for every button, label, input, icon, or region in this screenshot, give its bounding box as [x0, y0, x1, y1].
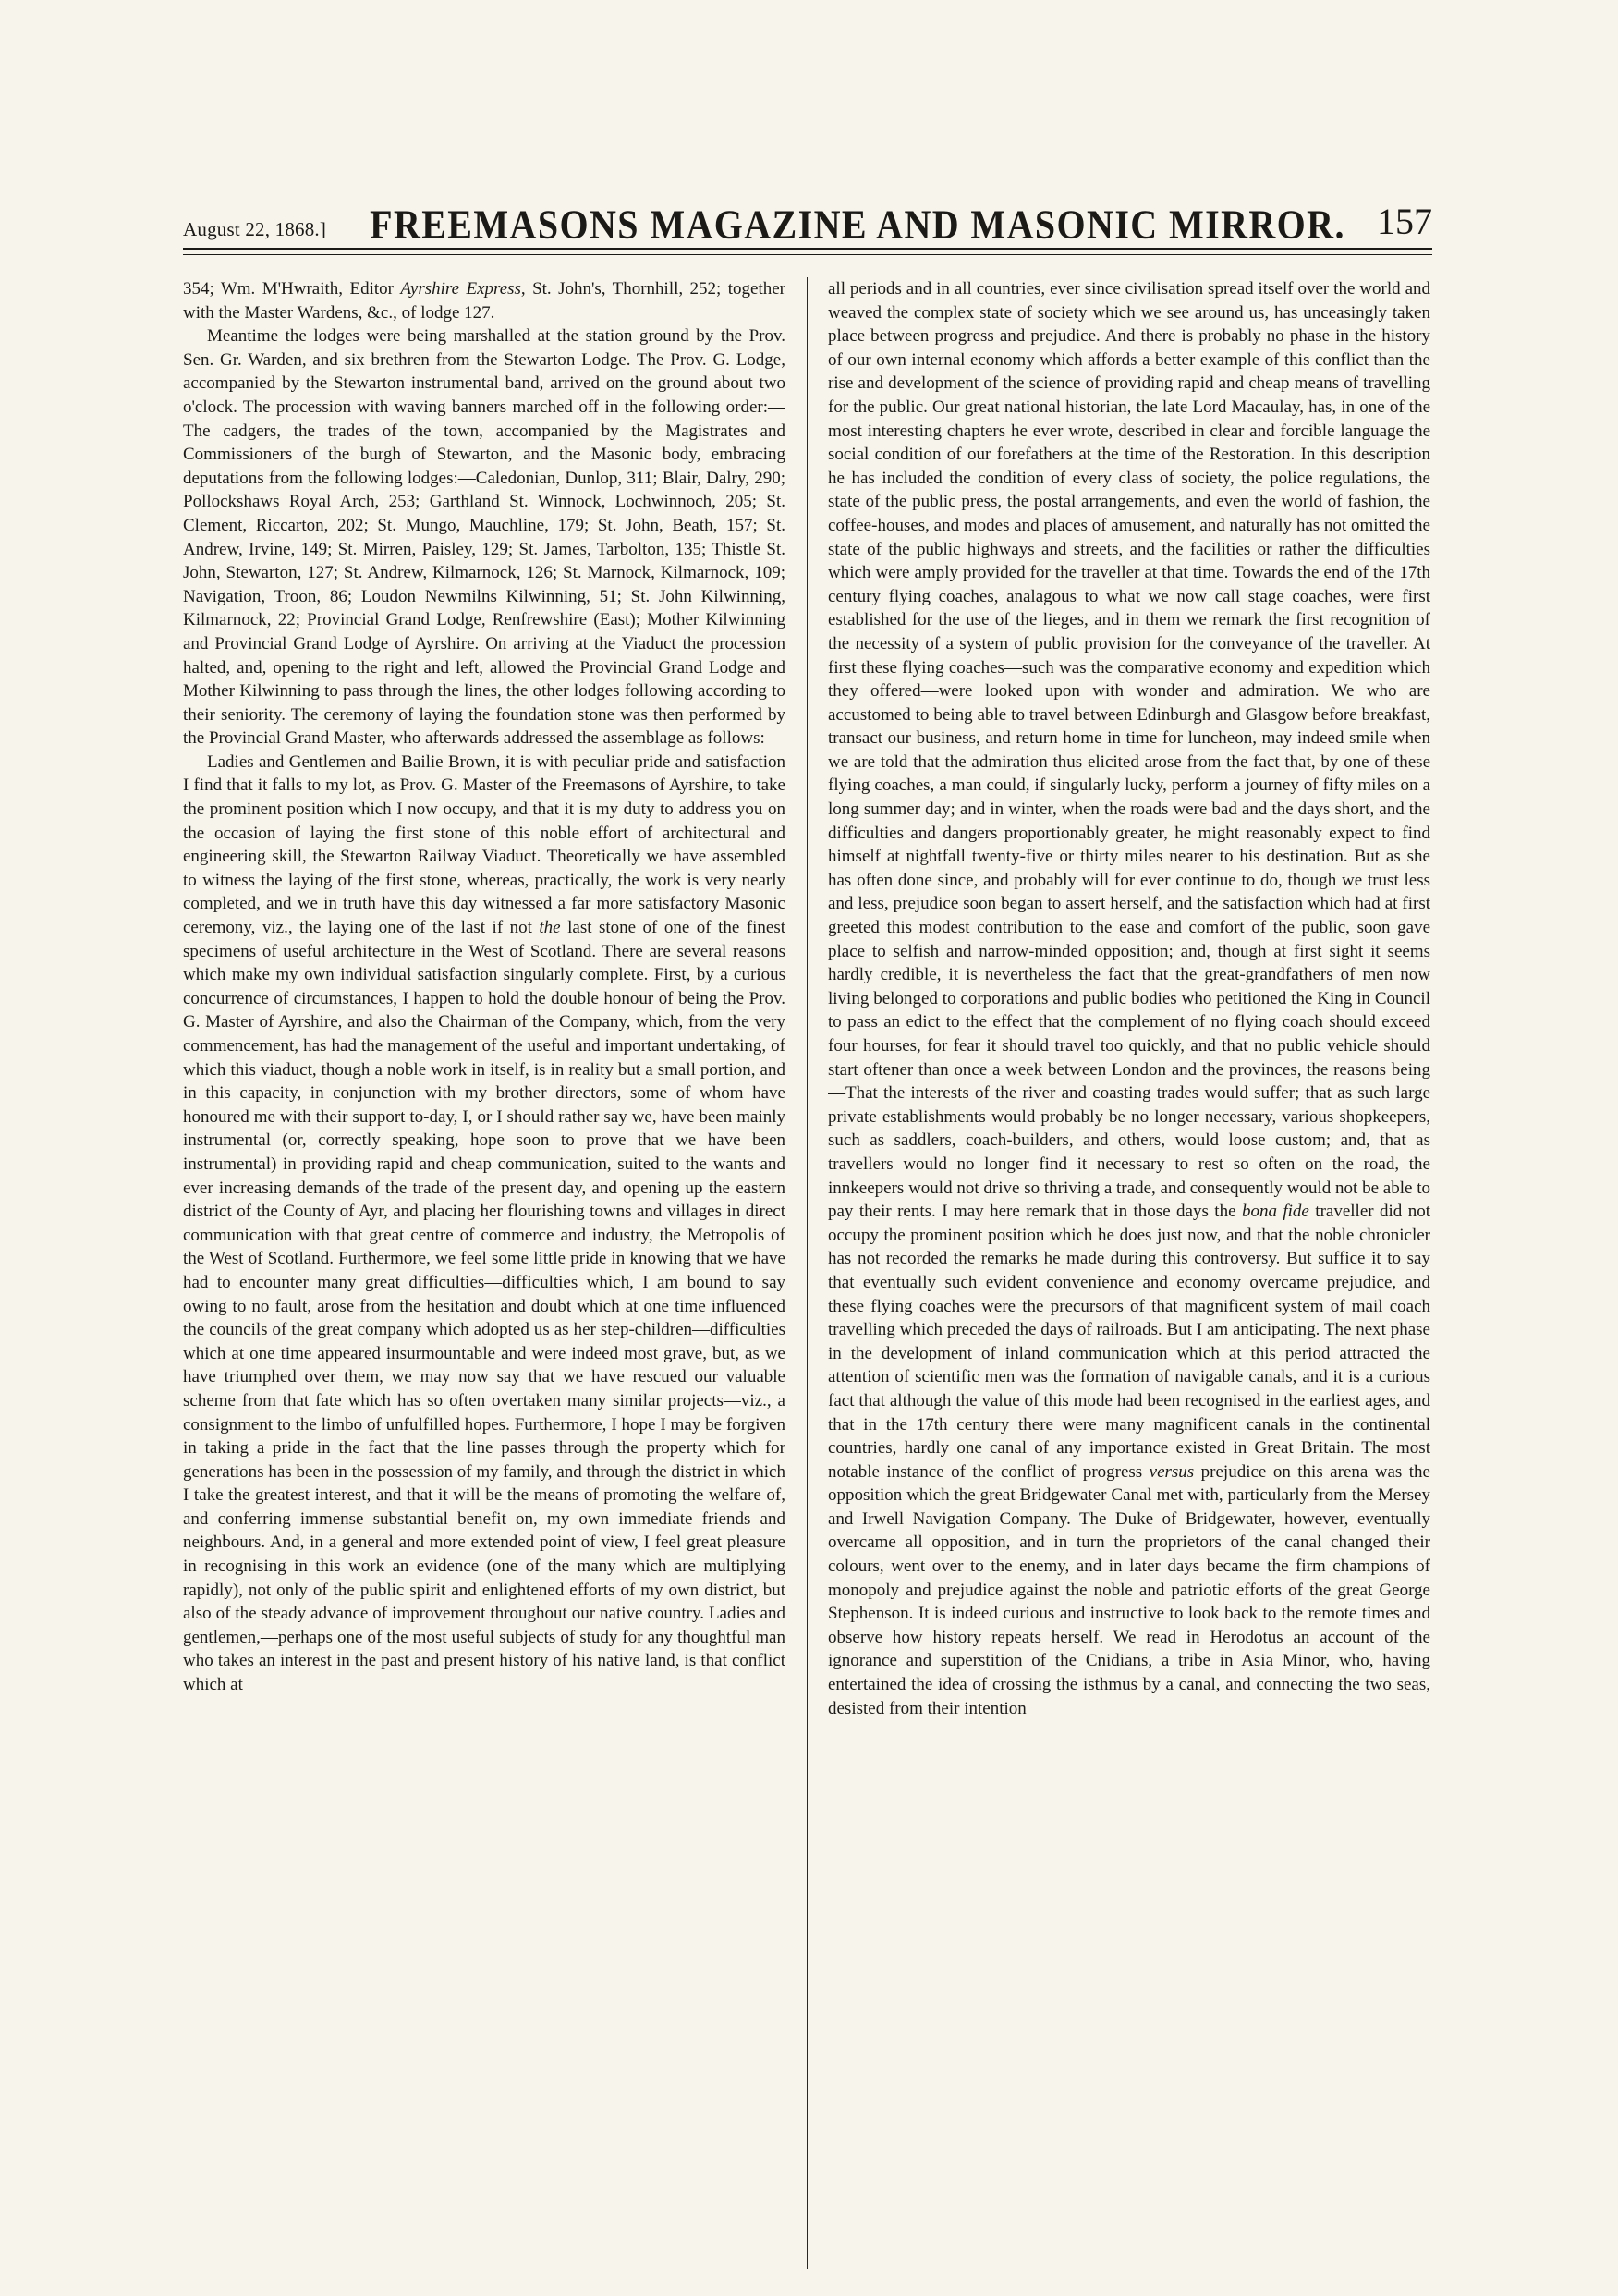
running-header: [183, 194, 1432, 250]
header-rule-thick: [183, 248, 1432, 250]
magazine-title: FREEMASONS MAGAZINE AND MASONIC MIRROR.: [370, 201, 1345, 248]
left-column: [183, 277, 785, 2274]
page-number: 157: [1377, 201, 1432, 242]
header-rule-thin: [183, 254, 1432, 255]
issue-date: August 22, 1868.]: [183, 218, 327, 240]
column-divider: [807, 277, 808, 2269]
paragraph-address: Ladies and Gentlemen and Bailie Brown, it is with peculiar pride and satisfaction I find that it falls to my lot, as Prov. G. Master of the Freemasons of Ayrshire, to take the prominent position which I now occupy, and that it is my duty to address you on the occasion of laying the first stone of this noble effort of architectural and engineering skill, the Stewarton Railway Viaduct. Theoretically we have assembled to witness the laying of the first stone, whereas, practically, the work is very nearly completed, and we in truth have this day witnessed a far more satisfactory Masonic ceremony, viz., the laying one of the last if not the last stone of one of the finest specimens of useful architecture in the West of Scotland. There are several reasons which make my own individual satisfaction singularly complete. First, by a curious concurrence of circumstances, I happen to hold the double honour of being the Prov. G. Master of Ayrshire, and also the Chairman of the Company, which, from the very commencement, has had the management of the useful and important undertaking, of which this viaduct, though a noble work in itself, is in reality but a small portion, and in this capacity, in conjunction with my brother directors, some of whom have honoured me with their support to-day, I, or I should rather say we, have been mainly instrumental (or, correctly speaking, hope soon to prove that we have been instrumental) in providing rapid and cheap communication, suited to the wants and ever increasing demands of the trade of the present day, and opening up the eastern district of the County of Ayr, and placing her flourishing towns and villages in direct communication with that great centre of commerce and industry, the Metropolis of the West of Scotland. Furthermore, we feel some little pride in knowing that we have had to encounter many great difficulties—difficulties which, I am bound to say owing to no fault, arose from the hesitation and doubt which at one time influenced the councils of the great company which adopted us as her step-children—difficulties which at one time appeared insurmountable and were indeed most grave, but, as we have triumphed over them, we may now say that we have rescued our valuable scheme from that fate which has so often overtaken many similar projects—viz., a consignment to the limbo of unfulfilled hopes. Furthermore, I hope I may be forgiven in taking a pride in the fact that the line passes through the property which for generations has been in the possession of my family, and through the district in which I take the greatest interest, and that it will be the means of promoting the welfare of, and conferring immense substantial benefit on, my own immediate friends and neighbours. And, in a general and more extended point of view, I feel great pleasure in recognising in this work an evidence (one of the many which are multiplying rapidly), not only of the public spirit and enlightened efforts of my own district, but also of the steady advance of improvement throughout our native country. Ladies and gentlemen,—perhaps one of the most useful subjects of study for any thoughtful man who takes an interest in the past and present history of his native land, is that conflict which at: [183, 751, 785, 1695]
paragraph-continuation: 354; Wm. M'Hwraith, Editor Ayrshire Express, St. John's, Thornhill, 252; together with the Master Wardens, &c., of lodge 127.: [183, 279, 785, 323]
paragraph-address-continued: all periods and in all countries, ever since civilisation spread itself over the world and weaved the complex state of society which we see around us, has unceasingly taken place between progress and prejudice. And there is probably no phase in the history of our own internal economy which affords a better example of this conflict than the rise and development of the science of providing rapid and cheap means of travelling for the public. Our great national historian, the late Lord Macaulay, has, in one of the most interesting chapters he ever wrote, described in clear and forcible language the social condition of our forefathers at the time of the Restoration. In this description he has included the condition of every class of society, the police regulations, the state of the public press, the postal arrangements, and even the world of fashion, the coffee-houses, and modes and places of amusement, and naturally has not omitted the state of the public highways and streets, and the facilities or rather the difficulties which were amply provided for the traveller at that time. Towards the end of the 17th century flying coaches, analagous to what we now call stage coaches, were first established for the use of the lieges, and in them we remark the first recognition of the necessity of a system of public provision for the conveyance of the traveller. At first these flying coaches—such was the comparative economy and expedition which they offered—were looked upon with wonder and admiration. We who are accustomed to being able to travel between Edinburgh and Glasgow before breakfast, transact our business, and return home in time for luncheon, may indeed smile when we are told that the admiration thus elicited arose from the fact that, by one of these flying coaches, a man could, if singularly lucky, perform a journey of fifty miles on a long summer day; and in winter, when the roads were bad and the days short, and the difficulties and dangers proportionably greater, he might reasonably expect to find himself at nightfall twenty-five or thirty miles nearer to his destination. But as she has often done since, and probably will for ever continue to do, though we trust less and less, prejudice soon began to assert herself, and the satisfaction which had at first greeted this modest contribution to the ease and comfort of the public, soon gave place to selfish and narrow-minded opposition; and, though at first sight it seems hardly credible, it is nevertheless the fact that the great-grandfathers of men now living belonged to corporations and public bodies who petitioned the King in Council to pass an edict to the effect that the complement of no flying coach should exceed four hourses, for fear it should travel too quickly, and that no public vehicle should start oftener than once a week between London and the provinces, the reasons being—That the interests of the river and coasting trades would suffer; that as such large private establishments would probably be no longer necessary, various shopkeepers, such as saddlers, coach-builders, and others, would loose custom; and, that as travellers would no longer find it necessary to rest so often on the road, the innkeepers would not drive so thriving a trade, and consequently would not be able to pay their rents. I may here remark that in those days the bona fide traveller did not occupy the prominent position which he does just now, and that the noble chronicler has not recorded the remarks he made during this controversy. But suffice it to say that eventually such evident convenience and economy overcame prejudice, and these flying coaches were the precursors of that magnificent system of mail coach travelling which preceded the days of railroads. But I am anticipating. The next phase in the development of inland communication which at this period attracted the attention of scientific men was the formation of navigable canals, and it is a curious fact that although the value of this mode had been recognised in the earliest ages, and that in the 17th century there were many magnificent canals in the continental countries, hardly one canal of any importance existed in Great Britain. The most notable instance of the conflict of progress versus prejudice on this arena was the opposition which the great Bridgewater Canal met with, particularly from the Mersey and Irwell Navigation Company. The Duke of Bridgewater, however, eventually overcame all opposition, and in turn the proprietors of the canal changed their colours, went over to the enemy, and in later days became the firm champions of monopoly and prejudice against the noble and patriotic efforts of the great George Stephenson. It is indeed curious and instructive to look back to the remote times and observe how history repeats herself. We read in Herodotus an account of the ignorance and superstition of the Cnidians, a tribe in Asia Minor, who, having entertained the idea of crossing the isthmus by a canal, and connecting the two seas, desisted from their intention: [828, 279, 1430, 1718]
paragraph-procession: Meantime the lodges were being marshalled at the station ground by the Prov. Sen. Gr. Warden, and six brethren from the Stewarton Lodge. The Prov. G. Lodge, accompanied by the Stewarton instrumental band, arrived on the ground about two o'clock. The procession with waving banners marched off in the following order:—The cadgers, the trades of the town, accompanied by the Magistrates and Commissioners of the burgh of Stewarton, and the Masonic body, embracing deputations from the following lodges:—Caledonian, Dunlop, 311; Blair, Dalry, 290; Pollockshaws Royal Arch, 253; Garthland St. Winnock, Lochwinnoch, 205; St. Clement, Riccarton, 202; St. Mungo, Mauchline, 179; St. John, Beath, 157; St. Andrew, Irvine, 149; St. Mirren, Paisley, 129; St. James, Tarbolton, 135; Thistle St. John, Stewarton, 127; St. Andrew, Kilmarnock, 126; St. Marnock, Kilmarnock, 109; Navigation, Troon, 86; Loudon Newmilns Kilwinning, 51; St. John Kilwinning, Kilmarnock, 22; Provincial Grand Lodge, Renfrewshire (East); Mother Kilwinning and Provincial Grand Lodge of Ayrshire. On arriving at the Viaduct the procession halted, and, opening to the right and left, allowed the Provincial Grand Lodge and Mother Kilwinning to pass through the lines, the other lodges following according to their seniority. The ceremony of laying the foundation stone was then performed by the Provincial Grand Master, who afterwards addressed the assemblage as follows:—: [183, 326, 785, 749]
right-column: [828, 277, 1430, 2274]
